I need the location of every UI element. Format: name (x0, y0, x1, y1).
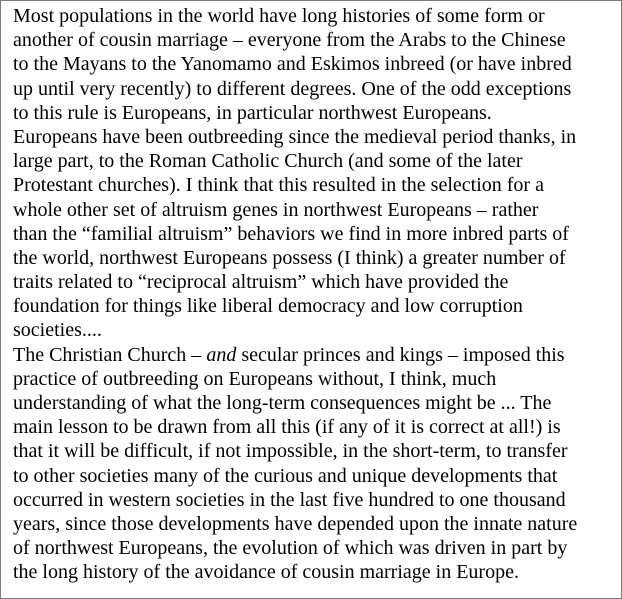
text-line: practice of outbreeding on Europeans without, I think, much (13, 367, 497, 390)
text-line: to the Mayans to the Yanomamo and Eskimos inbreed (or have inbred (13, 53, 572, 76)
text-line: traits related to “reciprocal altruism” which have provided the (13, 271, 509, 294)
text-segment: The Christian Church – (13, 343, 207, 366)
text-line: large part, to the Roman Catholic Church (and some of the later (13, 150, 523, 173)
emphasis-text: and (206, 343, 237, 366)
text-line: societies.... (13, 319, 102, 342)
text-line: another of cousin marriage – everyone from the Arabs to the Chinese (13, 29, 566, 52)
text-line: to this rule is Europeans, in particular northwest Europeans. (13, 101, 492, 124)
text-line (13, 343, 617, 367)
text-line: whole other set of altruism genes in northwest Europeans – rather (13, 198, 539, 221)
text-segment: secular princes and kings – imposed this (236, 343, 565, 366)
text-line: Europeans have been outbreeding since the medieval period thanks, in (13, 125, 577, 148)
text-line: than the “familial altruism” behaviors we find in more inbred parts of (13, 222, 569, 245)
text-line: that it will be difficult, if not impossible, in the short-term, to transfer (13, 440, 568, 463)
text-line: Protestant churches). I think that this resulted in the selection for a (13, 174, 544, 197)
text-line: to other societies many of the curious and unique developments that (13, 464, 558, 487)
quote-text (13, 4, 617, 585)
text-line: of northwest Europeans, the evolution of which was driven in part by (13, 537, 568, 560)
text-line: the long history of the avoidance of cousin marriage in Europe. (13, 561, 519, 584)
text-line: foundation for things like liberal democracy and low corruption (13, 295, 523, 318)
text-line: occurred in western societies in the last five hundred to one thousand (13, 488, 566, 511)
text-line: the world, northwest Europeans possess (I think) a greater number of (13, 246, 566, 269)
text-line: Most populations in the world have long histories of some form or (13, 5, 545, 27)
text-line: understanding of what the long-term consequences might be ... The (13, 392, 552, 414)
text-line: years, since those developments have depended upon the innate nature (13, 512, 578, 535)
text-line: main lesson to be drawn from all this (if any of it is correct at all!) is (13, 416, 561, 439)
text-line: up until very recently) to different degrees. One of the odd exceptions (13, 77, 572, 100)
